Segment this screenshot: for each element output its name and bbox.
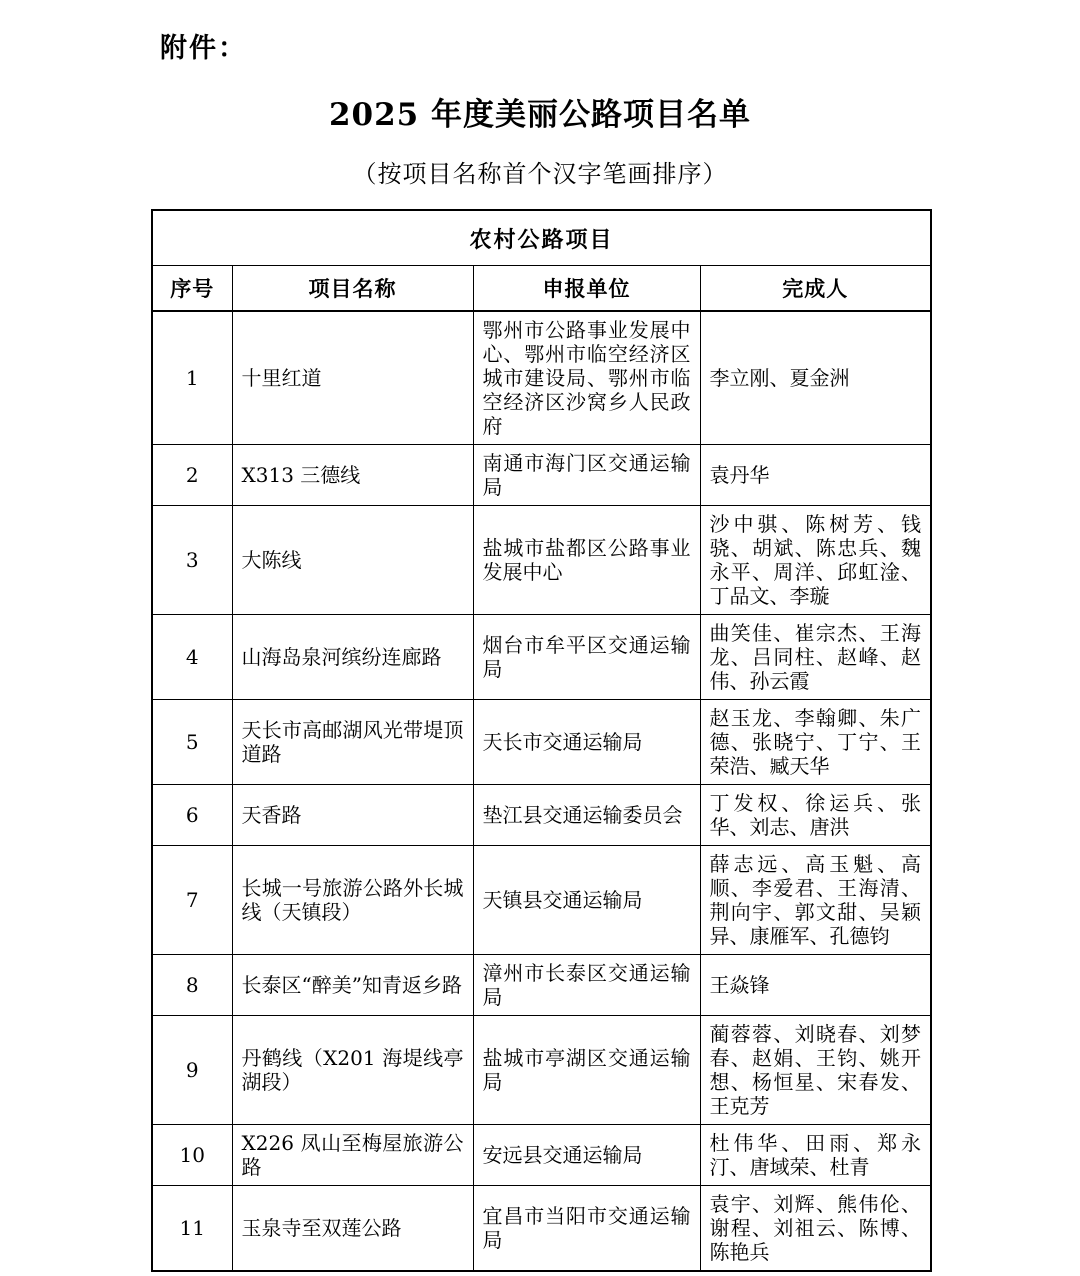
table-row [152, 445, 931, 506]
row-number-cell: 4 [152, 615, 232, 700]
table-row [152, 785, 931, 846]
completers-cell: 蔺蓉蓉、刘晓春、刘梦春、赵娟、王钧、姚开想、杨恒星、宋春发、王克芳 [700, 1016, 931, 1125]
project-name-cell: X226 凤山至梅屋旅游公路 [232, 1125, 473, 1186]
table-section-header: 农村公路项目 [152, 210, 931, 266]
row-number-cell: 8 [152, 955, 232, 1016]
project-name-cell: 长城一号旅游公路外长城线（天镇段） [232, 846, 473, 955]
project-name-cell: X313 三德线 [232, 445, 473, 506]
project-name-cell: 天长市高邮湖风光带堤顶道路 [232, 700, 473, 785]
column-header-row [152, 266, 931, 312]
project-name-cell: 长泰区“醉美”知青返乡路 [232, 955, 473, 1016]
reporting-unit-cell: 盐城市亭湖区交通运输局 [473, 1016, 700, 1125]
reporting-unit-cell: 盐城市盐都区公路事业发展中心 [473, 506, 700, 615]
attachment-label: 附件： [160, 33, 247, 64]
row-number-cell: 2 [152, 445, 232, 506]
row-number-cell: 1 [152, 311, 232, 445]
page-subtitle: （按项目名称首个汉字笔画排序） [352, 160, 728, 188]
project-name-cell: 大陈线 [232, 506, 473, 615]
completers-cell: 丁发权、徐运兵、张华、刘志、唐洪 [700, 785, 931, 846]
reporting-unit-cell: 安远县交通运输局 [473, 1125, 700, 1186]
row-number-cell: 11 [152, 1186, 232, 1272]
reporting-unit-cell: 烟台市牟平区交通运输局 [473, 615, 700, 700]
row-number-cell: 7 [152, 846, 232, 955]
reporting-unit-cell: 天镇县交通运输局 [473, 846, 700, 955]
reporting-unit-cell: 漳州市长泰区交通运输局 [473, 955, 700, 1016]
row-number-cell: 3 [152, 506, 232, 615]
table-row [152, 311, 931, 445]
column-header-no: 序号 [152, 266, 232, 312]
table-row [152, 1125, 931, 1186]
completers-cell: 赵玉龙、李翰卿、朱广德、张晓宁、丁宁、王荣浩、臧天华 [700, 700, 931, 785]
table-row [152, 700, 931, 785]
reporting-unit-cell: 宜昌市当阳市交通运输局 [473, 1186, 700, 1272]
section-header-row [152, 210, 931, 266]
row-number-cell: 5 [152, 700, 232, 785]
project-name-cell: 十里红道 [232, 311, 473, 445]
row-number-cell: 9 [152, 1016, 232, 1125]
completers-cell: 袁丹华 [700, 445, 931, 506]
completers-cell: 李立刚、夏金洲 [700, 311, 931, 445]
project-name-cell: 丹鹤线（X201 海堤线亭湖段） [232, 1016, 473, 1125]
completers-cell: 王焱锋 [700, 955, 931, 1016]
table-row [152, 955, 931, 1016]
reporting-unit-cell: 垫江县交通运输委员会 [473, 785, 700, 846]
completers-cell: 杜伟华、田雨、郑永汀、唐域荣、杜青 [700, 1125, 931, 1186]
reporting-unit-cell: 南通市海门区交通运输局 [473, 445, 700, 506]
completers-cell: 沙中骐、陈树芳、钱骁、胡斌、陈忠兵、魏永平、周洋、邱虹淦、丁品文、李璇 [700, 506, 931, 615]
table-row [152, 1186, 931, 1272]
row-number-cell: 6 [152, 785, 232, 846]
completers-cell: 曲笑佳、崔宗杰、王海龙、吕同柱、赵峰、赵伟、孙云霞 [700, 615, 931, 700]
projects-table [151, 209, 932, 1272]
project-name-cell: 天香路 [232, 785, 473, 846]
table-row [152, 506, 931, 615]
column-header-project-name: 项目名称 [232, 266, 473, 312]
reporting-unit-cell: 鄂州市公路事业发展中心、鄂州市临空经济区城市建设局、鄂州市临空经济区沙窝乡人民政府 [473, 311, 700, 445]
row-number-cell: 10 [152, 1125, 232, 1186]
completers-cell: 袁宇、刘辉、熊伟伦、谢程、刘祖云、陈博、陈艳兵 [700, 1186, 931, 1272]
column-header-completers: 完成人 [700, 266, 931, 312]
project-name-cell: 山海岛泉河缤纷连廊路 [232, 615, 473, 700]
table-row [152, 615, 931, 700]
table-row [152, 846, 931, 955]
page-title: 2025 年度美丽公路项目名单 [328, 97, 752, 133]
column-header-reporting-unit: 申报单位 [473, 266, 700, 312]
project-name-cell: 玉泉寺至双莲公路 [232, 1186, 473, 1272]
reporting-unit-cell: 天长市交通运输局 [473, 700, 700, 785]
table-body [152, 311, 931, 1271]
table-row [152, 1016, 931, 1125]
completers-cell: 薛志远、高玉魁、高顺、李爱君、王海清、荆向宇、郭文甜、吴颖异、康雁军、孔德钧 [700, 846, 931, 955]
